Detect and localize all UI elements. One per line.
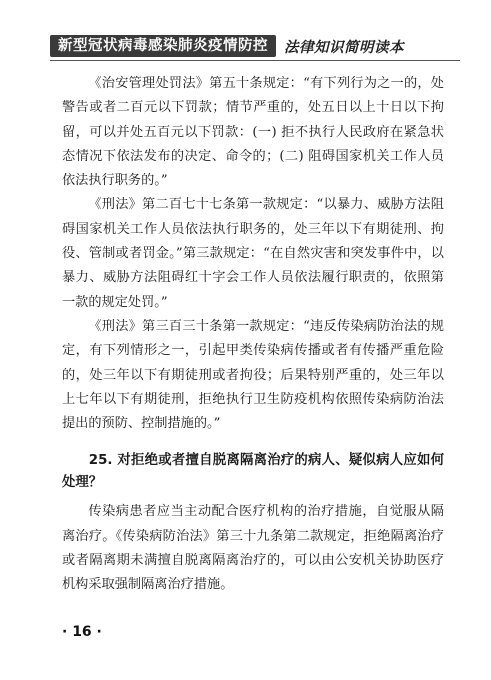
header-divider: [50, 60, 460, 61]
running-header: [50, 34, 460, 58]
book-subtitle: 法律知识简明读本: [284, 38, 404, 56]
paragraph-criminal-law-277: 《刑法》第二百七十七条第一款规定：“以暴力、威胁方法阻碍国家机关工作人员依法执行职务的，处三年以下有期徒刑、拘役、管制或者罚金。”第三款规定：“在自然灾害和突发事件中，以暴力、威胁方法阻碍红十字会工作人员依法履行职责的，依照第一款的规定处罚。”: [62, 197, 444, 310]
paragraph-public-security-law: 《治安管理处罚法》第五十条规定：“有下列行为之一的，处警告或者二百元以下罚款；情节严重的，处五日以上十日以下拘留，可以并处五百元以下罚款：(一) 拒不执行人民政府在紧急状态情况下依法发布的决定、命令的；(二) 阻碍国家机关工作人员依法执行职务的。”: [62, 76, 444, 189]
question-heading: 25. 对拒绝或者擅自脱离隔离治疗的病人、疑似病人应如何处理？: [62, 453, 444, 491]
page-body: [62, 72, 444, 598]
book-title-banner: 新型冠状病毒感染肺炎疫情防控: [50, 35, 276, 57]
page-number: · 16 ·: [62, 624, 102, 640]
answer-paragraph: 传染病患者应当主动配合医疗机构的治疗措施，自觉服从隔离治疗。《传染病防治法》第三十九条第二款规定，拒绝隔离治疗或者隔离期未满擅自脱离隔离治疗的，可以由公安机关协助医疗机构采取强制隔离治疗措施。: [62, 504, 444, 593]
paragraph-criminal-law-330: 《刑法》第三百三十条第一款规定：“违反传染病防治法的规定，有下列情形之一，引起甲类传染病传播或者有传播严重危险的，处三年以下有期徒刑或者拘役；后果特别严重的，处三年以上七年以下有期徒刑，拒绝执行卫生防疫机构依照传染病防治法提出的预防、控制措施的。”: [62, 318, 444, 432]
